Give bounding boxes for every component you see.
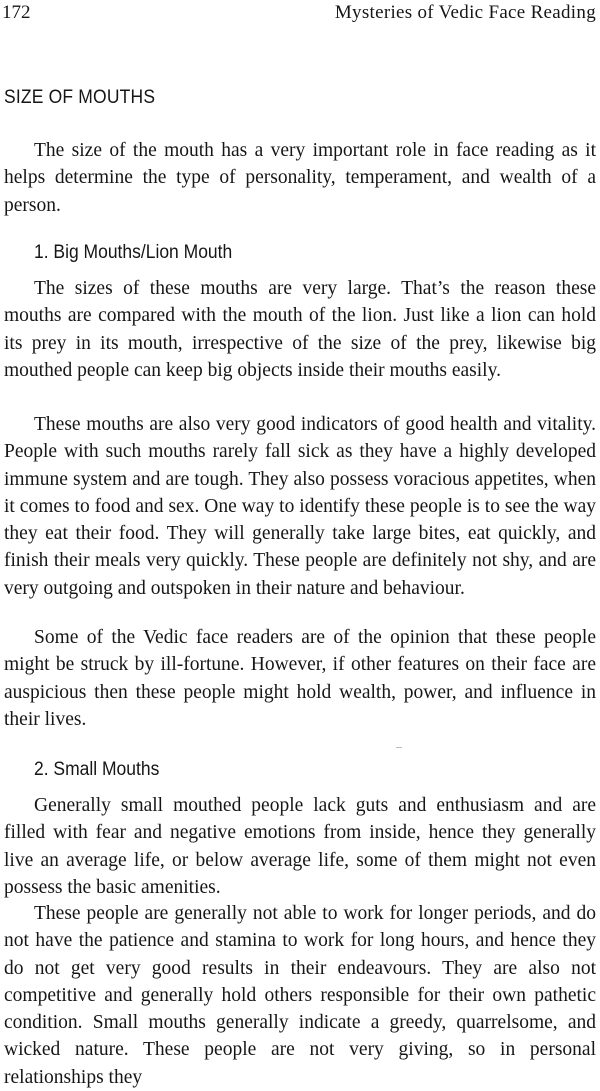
big-mouths-paragraph-3: Some of the Vedic face readers are of the opinion that these people might be struck by ill-fortune. However, if other features on their face are auspicious then these people might hold wealth, power, and influence in their lives. (4, 627, 596, 730)
big-mouths-paragraph-2: These mouths are also very good indicators of good health and vitality. People with such mouths rarely fall sick as they have a highly developed immune system and are tough. They also possess voracious appetites, when it comes to food and sex. One way to identify these people is to see the way they eat their food. They will generally take large bites, eat quickly, and finish their meals very quickly. These people are definitely not shy, and are very outgoing and outspoken in their nature and behaviour. (4, 414, 596, 599)
stray-print-mark (396, 747, 402, 748)
subheading-big-mouths: 1. Big Mouths/Lion Mouth (34, 242, 233, 263)
small-mouths-paragraph-2: These people are generally not able to work for longer periods, and do not have the patience and stamina to work for long hours, and hence they do not get very good results in their endeavours. They are also not competitive and generally hold others responsible for their own pathetic condition. Small mouths generally indicate a greedy, quarrelsome, and wicked nature. These people are not very giving, so in personal relationships they (4, 903, 596, 1088)
intro-paragraph: The size of the mouth has a very important role in face reading as it helps determine the type of personality, temperament, and wealth of a person. (4, 140, 596, 216)
page-number: 172 (2, 2, 31, 23)
subheading-small-mouths: 2. Small Mouths (34, 759, 160, 780)
running-header (2, 2, 596, 26)
big-mouths-paragraph-1: The sizes of these mouths are very large. That’s the reason these mouths are compared with the mouth of the lion. Just like a lion can hold its prey in its mouth, irrespective of the size of the prey, likewise big mouthed people can keep big objects inside their mouths easily. (4, 278, 596, 381)
section-title: SIZE OF MOUTHS (4, 87, 156, 108)
running-title: Mysteries of Vedic Face Reading (334, 2, 596, 23)
small-mouths-paragraph-1: Generally small mouthed people lack guts and enthusiasm and are filled with fear and negative emotions from inside, hence they generally live an average life, or below average life, some of them might not even possess the basic amenities. (4, 795, 596, 898)
